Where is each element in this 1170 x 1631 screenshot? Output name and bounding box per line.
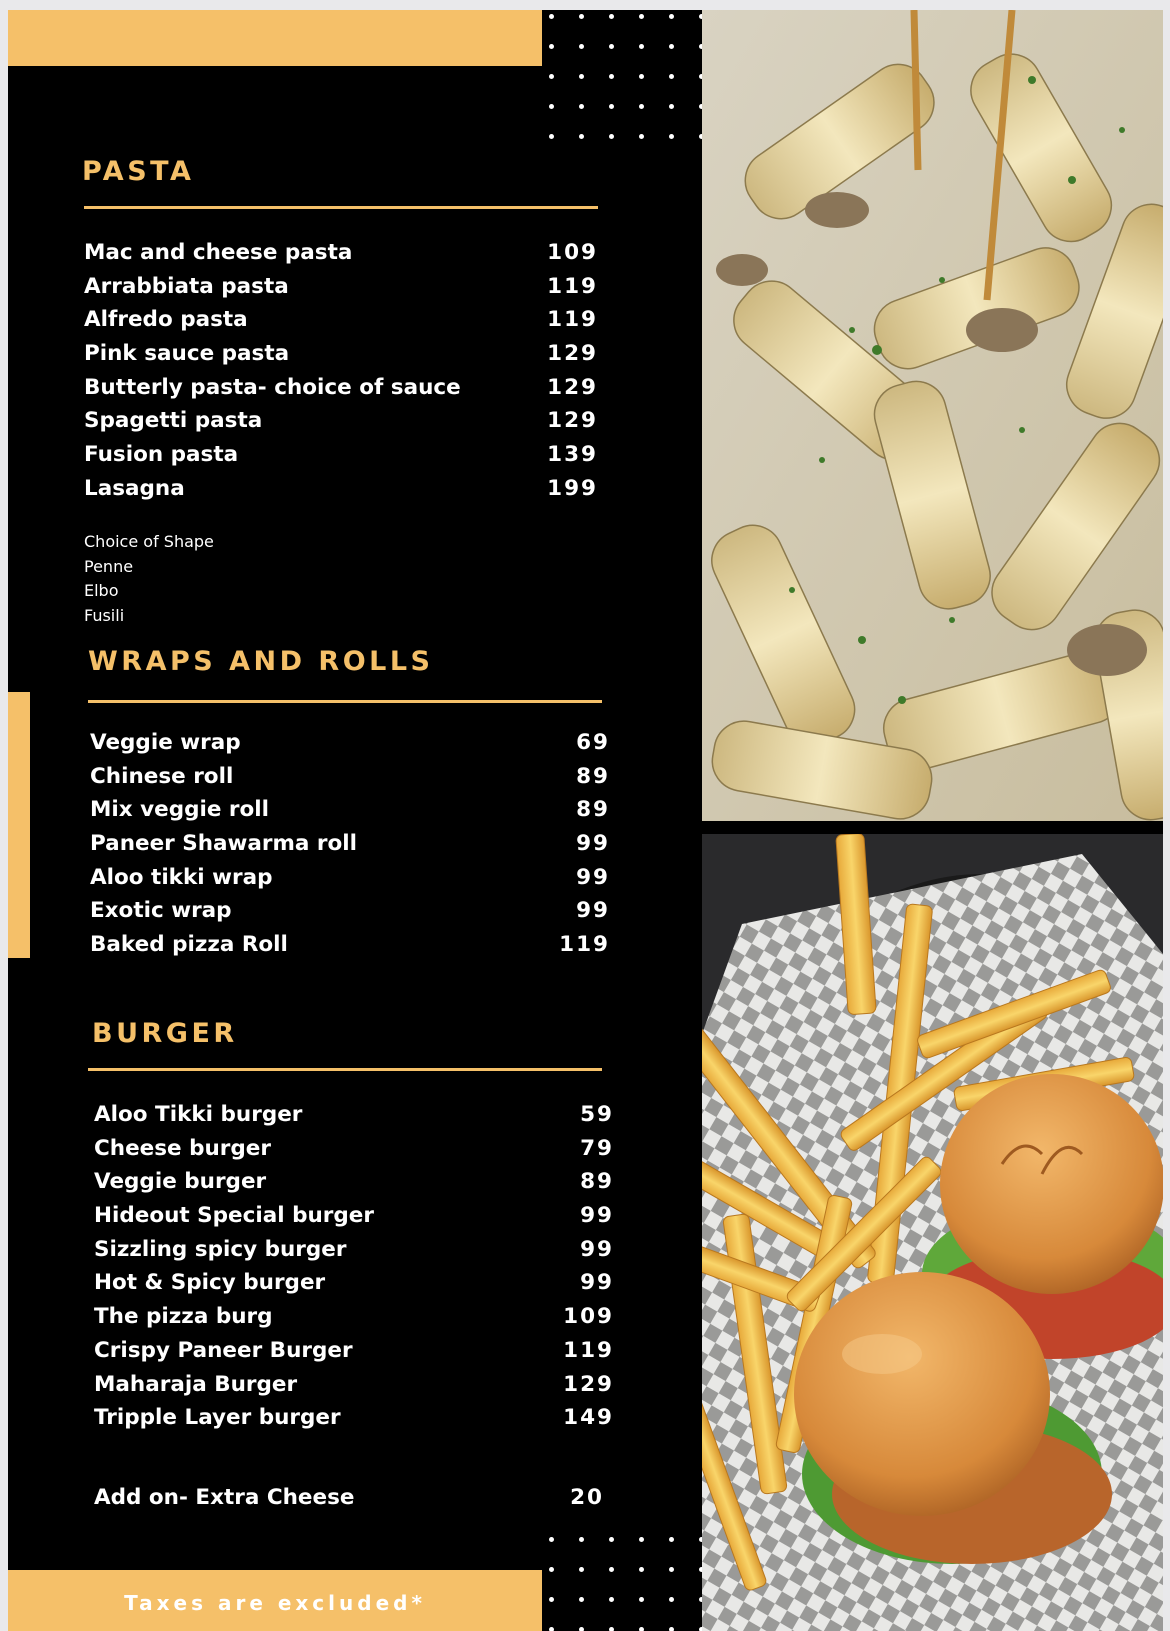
- decor-dot: [549, 134, 554, 139]
- item-name: Veggie wrap: [90, 730, 241, 755]
- wraps-menu-item: [90, 932, 610, 966]
- decor-dot: [609, 14, 614, 19]
- top-accent-bar: [8, 10, 542, 66]
- decor-dot: [609, 104, 614, 109]
- item-price: 99: [576, 898, 610, 924]
- side-accent-bar: [8, 692, 30, 958]
- decor-dot: [549, 14, 554, 19]
- burger-menu-item: [94, 1102, 614, 1136]
- item-price: 89: [576, 763, 610, 789]
- decor-dot: [609, 74, 614, 79]
- item-name: Baked pizza Roll: [90, 932, 288, 958]
- item-price: 89: [580, 1169, 614, 1195]
- pasta-menu-item: [84, 375, 598, 409]
- addon-name: Add on- Extra Cheese: [94, 1485, 355, 1510]
- decor-dot: [579, 1567, 584, 1572]
- item-price: 99: [580, 1270, 614, 1296]
- burger-menu-item: [94, 1136, 614, 1170]
- decor-dot: [639, 1597, 644, 1602]
- burger-menu-item: [94, 1372, 614, 1406]
- item-name: Sizzling spicy burger: [94, 1236, 347, 1262]
- item-price: 119: [563, 1337, 614, 1363]
- item-price: 99: [580, 1236, 614, 1262]
- item-name: Exotic wrap: [90, 898, 232, 924]
- item-name: Spagetti pasta: [84, 408, 263, 434]
- item-price: 129: [547, 408, 598, 434]
- pasta-menu-item: [84, 442, 598, 476]
- decor-dot: [549, 1597, 554, 1602]
- pasta-item-list: [84, 240, 598, 510]
- footer-tax-bar: [8, 1570, 542, 1631]
- burger-menu-item: [94, 1338, 614, 1372]
- item-price: 109: [547, 240, 598, 265]
- item-price: 139: [547, 442, 598, 468]
- item-price: 119: [547, 273, 598, 299]
- pasta-menu-item: [84, 240, 598, 274]
- pasta-shape-notes: [84, 530, 214, 628]
- decor-dot: [579, 14, 584, 19]
- item-name: Mac and cheese pasta: [84, 240, 353, 265]
- item-name: Hot & Spicy burger: [94, 1270, 326, 1296]
- decor-dot: [669, 14, 674, 19]
- pasta-menu-item: [84, 341, 598, 375]
- decor-dot: [639, 104, 644, 109]
- item-price: 79: [580, 1135, 614, 1161]
- decor-dot: [609, 44, 614, 49]
- item-name: Hideout Special burger: [94, 1203, 374, 1229]
- decor-dot: [579, 1537, 584, 1542]
- item-price: 149: [563, 1405, 614, 1431]
- decor-dot: [669, 1627, 674, 1631]
- item-name: Aloo Tikki burger: [94, 1102, 303, 1127]
- burger-menu-item: [94, 1270, 614, 1304]
- item-price: 129: [563, 1371, 614, 1397]
- wraps-menu-item: [90, 865, 610, 899]
- decor-dot: [639, 1627, 644, 1631]
- decor-dot: [639, 1537, 644, 1542]
- decor-dot: [549, 1537, 554, 1542]
- decor-dot: [669, 1537, 674, 1542]
- wraps-menu-item: [90, 831, 610, 865]
- decor-dot: [549, 1567, 554, 1572]
- burger-menu-item: [94, 1203, 614, 1237]
- burger-photo: [702, 834, 1163, 1631]
- item-name: Alfredo pasta: [84, 307, 248, 333]
- decor-dot: [609, 1567, 614, 1572]
- wraps-menu-item: [90, 764, 610, 798]
- item-price: 129: [547, 341, 598, 367]
- item-name: Paneer Shawarma roll: [90, 831, 358, 857]
- wraps-divider: [88, 700, 602, 703]
- addon-extra-cheese: [94, 1485, 604, 1510]
- item-price: 199: [547, 475, 598, 501]
- decor-dot: [639, 14, 644, 19]
- decor-dot: [669, 134, 674, 139]
- item-name: Butterly pasta- choice of sauce: [84, 374, 461, 400]
- decor-dot: [609, 1537, 614, 1542]
- item-price: 89: [576, 797, 610, 823]
- item-name: Fusion pasta: [84, 442, 239, 468]
- burger-divider: [88, 1068, 602, 1071]
- decor-dot: [639, 134, 644, 139]
- decor-dot: [549, 44, 554, 49]
- shape-note: Elbo: [84, 581, 119, 600]
- decor-dot: [639, 44, 644, 49]
- item-name: Tripple Layer burger: [94, 1405, 341, 1431]
- item-price: 109: [563, 1304, 614, 1330]
- wraps-menu-item: [90, 797, 610, 831]
- decor-dot: [669, 1597, 674, 1602]
- pasta-divider: [84, 206, 598, 209]
- burger-menu-item: [94, 1237, 614, 1271]
- item-price: 99: [580, 1203, 614, 1229]
- item-price: 119: [547, 307, 598, 333]
- item-name: Aloo tikki wrap: [90, 864, 273, 890]
- decor-dot: [639, 1567, 644, 1572]
- decor-dot: [579, 104, 584, 109]
- pasta-section-title: PASTA: [82, 156, 195, 187]
- pasta-menu-item: [84, 408, 598, 442]
- pasta-menu-item: [84, 476, 598, 510]
- burger-menu-item: [94, 1169, 614, 1203]
- item-price: 99: [576, 831, 610, 857]
- decor-dot: [669, 44, 674, 49]
- item-name: Maharaja Burger: [94, 1371, 298, 1397]
- decor-dot: [549, 74, 554, 79]
- decor-dot: [579, 1597, 584, 1602]
- pasta-photo: [702, 10, 1163, 821]
- decor-dot: [579, 1627, 584, 1631]
- wraps-item-list: [90, 730, 610, 966]
- item-price: 129: [547, 374, 598, 400]
- item-name: Crispy Paneer Burger: [94, 1337, 353, 1363]
- item-name: Chinese roll: [90, 763, 234, 789]
- decor-dot: [669, 74, 674, 79]
- burger-section-title: BURGER: [92, 1018, 238, 1049]
- decor-dot: [609, 134, 614, 139]
- decor-dot: [579, 134, 584, 139]
- decor-dot: [639, 74, 644, 79]
- item-price: 59: [580, 1102, 614, 1127]
- item-name: Mix veggie roll: [90, 797, 270, 823]
- item-name: Lasagna: [84, 475, 185, 501]
- decor-dot: [609, 1627, 614, 1631]
- addon-price: 20: [570, 1485, 604, 1510]
- pasta-menu-item: [84, 307, 598, 341]
- menu-page: [8, 10, 1163, 1631]
- decor-dot: [669, 104, 674, 109]
- wraps-menu-item: [90, 730, 610, 764]
- decor-dot: [549, 1627, 554, 1631]
- item-price: 119: [559, 932, 610, 958]
- burger-item-list: [94, 1102, 614, 1439]
- decor-dot: [549, 104, 554, 109]
- decor-dot: [609, 1597, 614, 1602]
- pasta-menu-item: [84, 274, 598, 308]
- item-name: Arrabbiata pasta: [84, 273, 289, 299]
- decor-dot: [579, 74, 584, 79]
- burger-menu-item: [94, 1304, 614, 1338]
- shape-note: Choice of Shape: [84, 532, 214, 551]
- wraps-section-title: WRAPS AND ROLLS: [88, 646, 434, 677]
- item-price: 69: [576, 730, 610, 755]
- wraps-menu-item: [90, 898, 610, 932]
- item-name: Veggie burger: [94, 1169, 267, 1195]
- item-name: Pink sauce pasta: [84, 341, 290, 367]
- shape-note: Penne: [84, 556, 134, 576]
- decor-dot: [579, 44, 584, 49]
- burger-menu-item: [94, 1405, 614, 1439]
- tax-note: Taxes are excluded*: [124, 1590, 426, 1615]
- item-name: Cheese burger: [94, 1135, 271, 1161]
- item-price: 99: [576, 864, 610, 890]
- shape-note: Fusili: [84, 605, 125, 625]
- decor-dot: [669, 1567, 674, 1572]
- item-name: The pizza burg: [94, 1304, 273, 1330]
